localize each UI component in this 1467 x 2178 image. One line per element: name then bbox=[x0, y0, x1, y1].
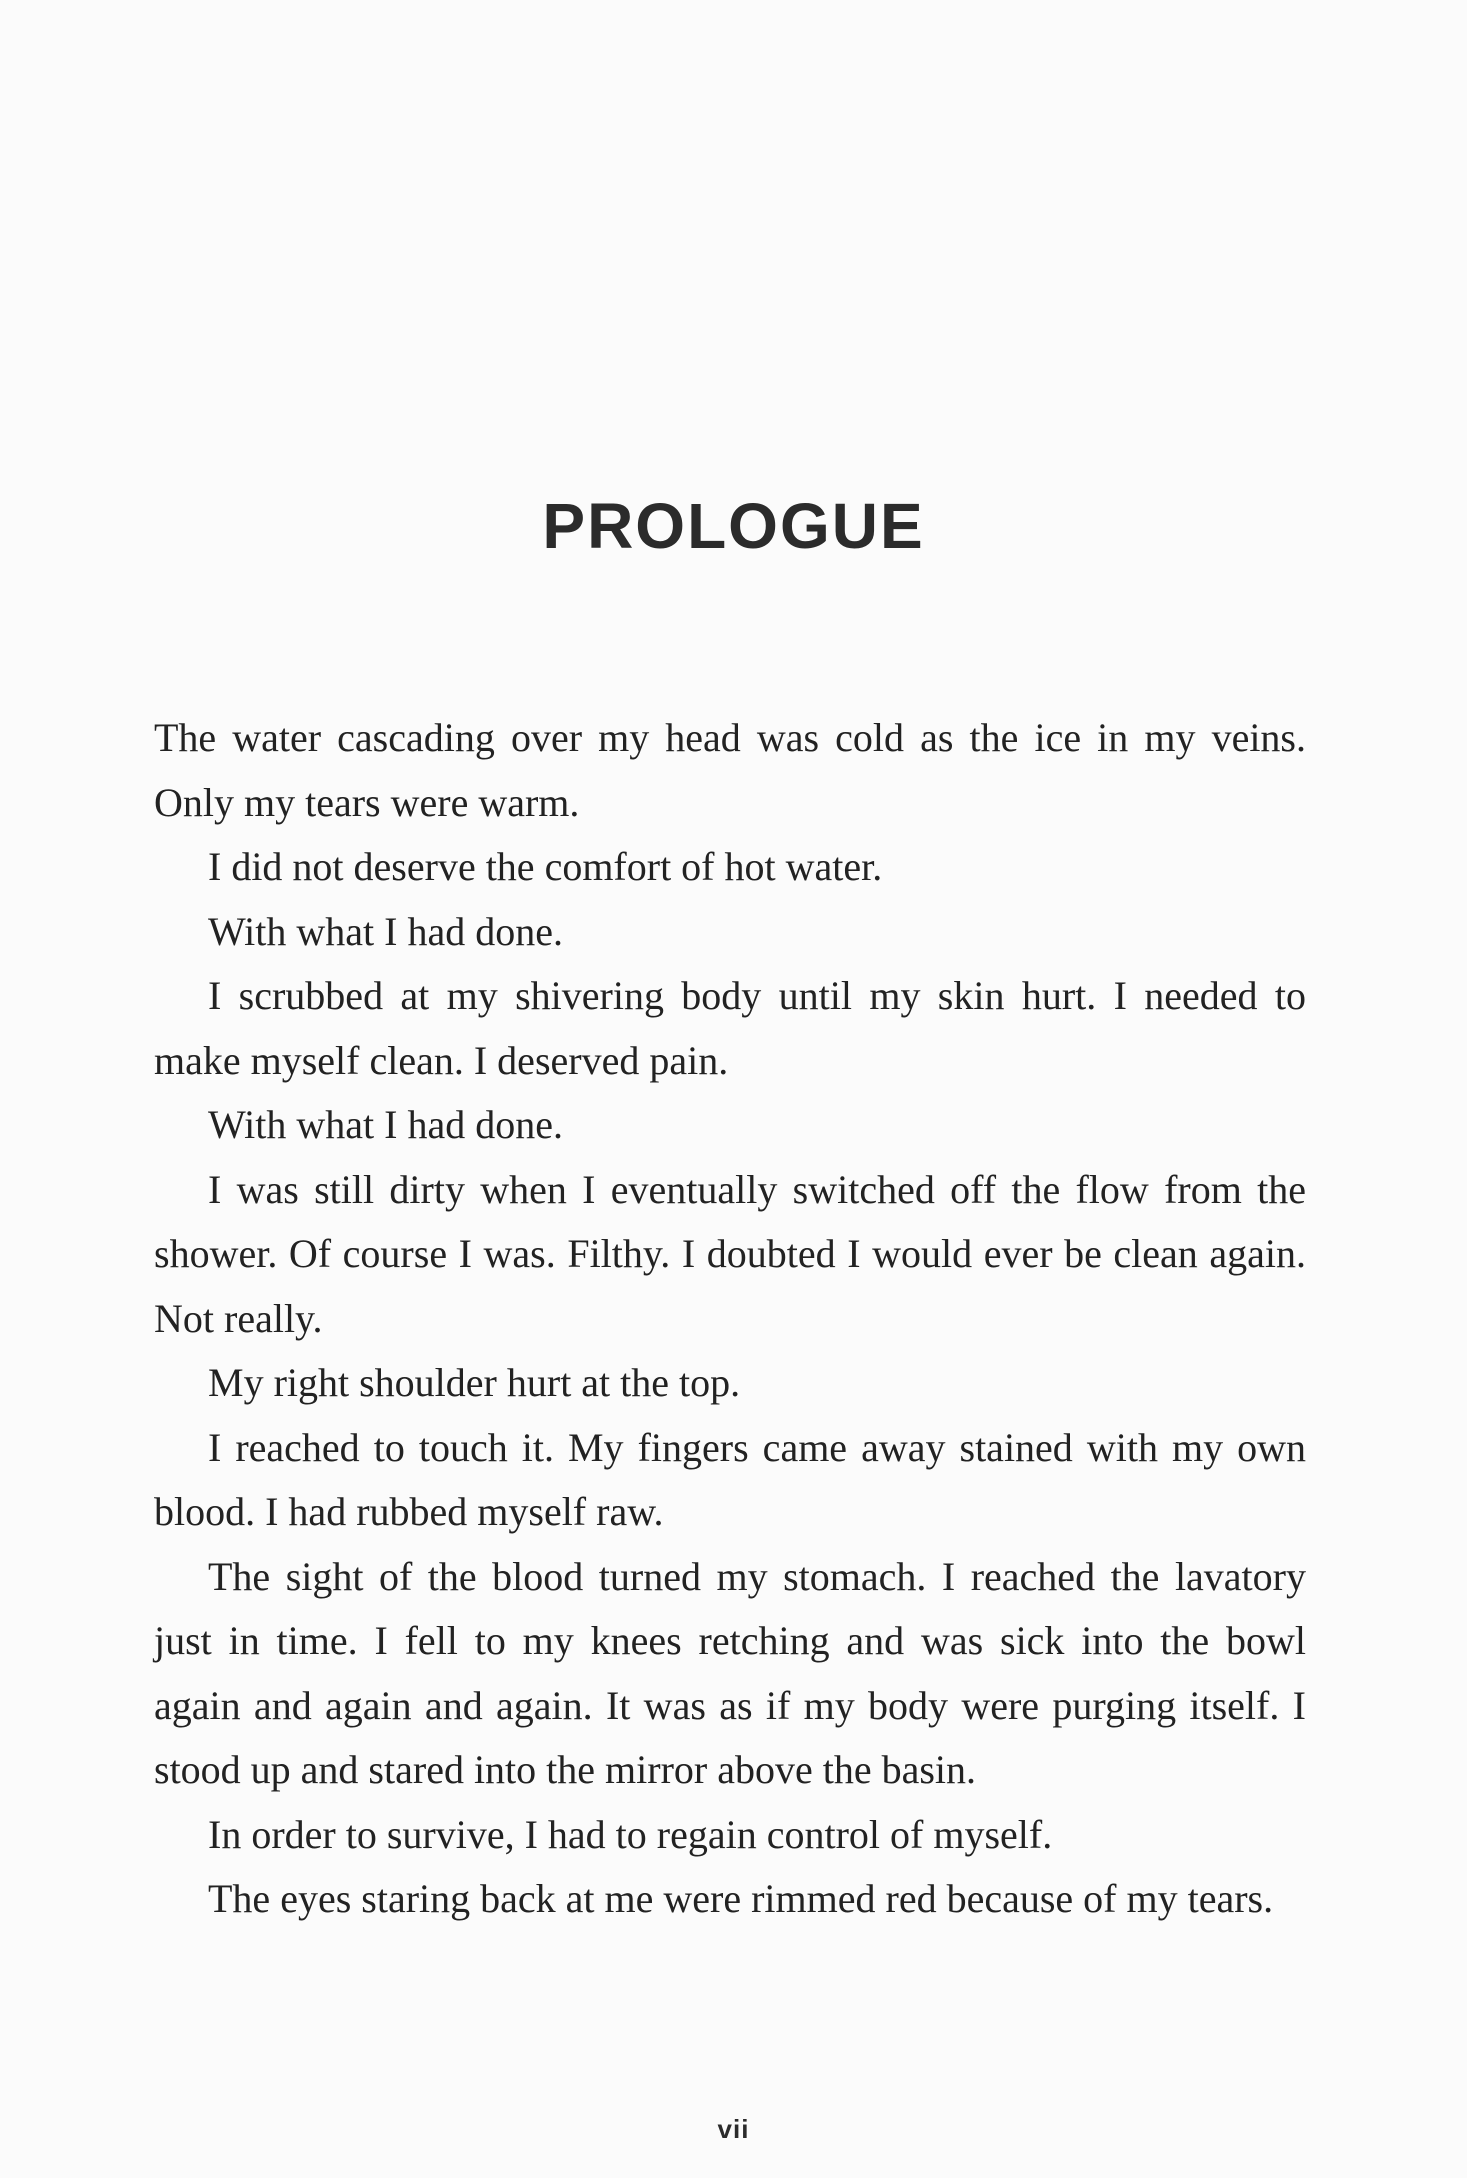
paragraph: I was still dirty when I eventually switched off the flow from the shower. Of course I was. Filthy. I doubted I would ever be clean again. Not really. bbox=[154, 1166, 1306, 1341]
paragraph: I scrubbed at my shivering body until my skin hurt. I needed to make myself clean. I deserved pain. bbox=[154, 973, 1306, 1083]
paragraph: In order to survive, I had to regain control of myself. bbox=[208, 1811, 1053, 1857]
paragraph: I reached to touch it. My fingers came away stained with my own blood. I had rubbed myself raw. bbox=[154, 1424, 1306, 1534]
paragraph: The eyes staring back at me were rimmed red because of my tears. bbox=[208, 1876, 1274, 1921]
paragraph: I did not deserve the comfort of hot water. bbox=[208, 844, 883, 889]
chapter-body bbox=[154, 706, 1306, 1932]
paragraph: With what I had done. bbox=[208, 908, 563, 954]
paragraph: My right shoulder hurt at the top. bbox=[208, 1360, 741, 1405]
chapter-title: PROLOGUE bbox=[542, 490, 925, 562]
page-number: vii bbox=[717, 2114, 750, 2144]
paragraph: The sight of the blood turned my stomach. I reached the lavatory just in time. I fell to my knees retching and was sick into the bowl again and again and again. It was as if my body were purging itself. I stood up and stared into the mirror above the basin. bbox=[154, 1553, 1306, 1792]
paragraph: The water cascading over my head was cold as the ice in my veins. Only my tears were warm. bbox=[154, 715, 1306, 825]
paragraph: With what I had done. bbox=[208, 1102, 563, 1147]
